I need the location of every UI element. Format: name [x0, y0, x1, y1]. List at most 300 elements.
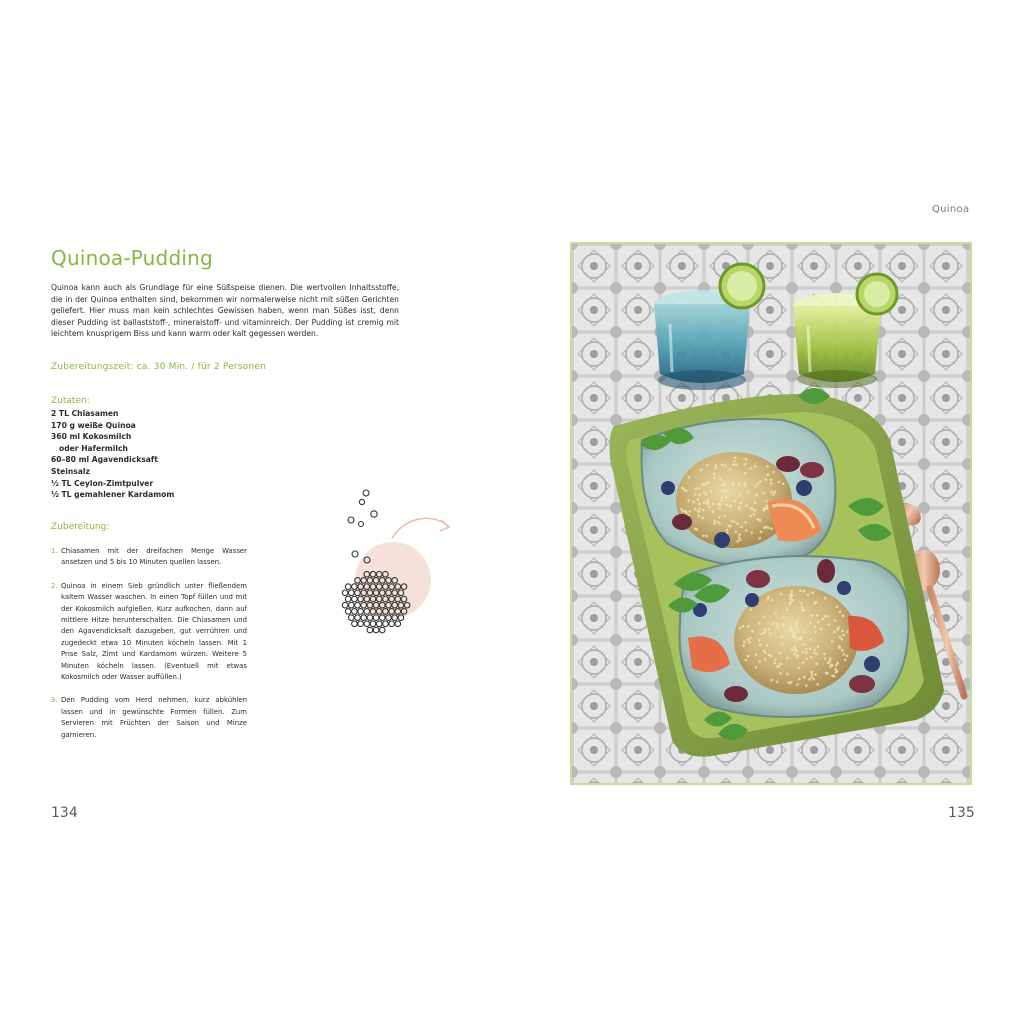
quinoa-grain [776, 623, 779, 626]
quinoa-grain [754, 465, 757, 468]
quinoa-grain [841, 630, 844, 633]
quinoa-grain [833, 631, 836, 634]
chia-seed [352, 621, 358, 627]
ingredient-item: oder Hafermilch [59, 443, 128, 453]
quinoa-grain [757, 518, 760, 521]
quinoa-grain [805, 651, 808, 654]
quinoa-grain [763, 616, 766, 619]
quinoa-grain [749, 637, 752, 640]
quinoa-grain [776, 681, 779, 684]
quinoa-grain [740, 502, 743, 505]
quinoa-grain [765, 500, 768, 503]
quinoa-grain [724, 464, 727, 467]
quinoa-grain [681, 487, 684, 490]
ingredient-item: 170 g weiße Quinoa [51, 420, 136, 430]
quinoa-grain [777, 626, 780, 629]
quinoa-grain [725, 504, 728, 507]
quinoa-grain [790, 630, 793, 633]
chia-seed [389, 621, 395, 627]
quinoa-grain [705, 493, 708, 496]
quinoa-grain [780, 636, 783, 639]
quinoa-grain [703, 491, 706, 494]
quinoa-grain [766, 505, 769, 508]
quinoa-grain [768, 628, 771, 631]
quinoa-grain [800, 602, 803, 605]
chia-seeds-illustration-icon [330, 480, 460, 650]
quinoa-grain [702, 534, 705, 537]
quinoa-grain [836, 670, 839, 673]
quinoa-grain [757, 482, 760, 485]
quinoa-grain [766, 465, 769, 468]
ingredient-item: 60–80 ml Agavendicksaft [51, 455, 158, 465]
quinoa-grain [831, 664, 834, 667]
step-item [51, 695, 247, 741]
quinoa-grain [803, 631, 806, 634]
quinoa-grain [797, 638, 800, 641]
quinoa-grain [834, 619, 837, 622]
quinoa-grain [747, 638, 750, 641]
step-item [51, 581, 247, 684]
quinoa-grain [842, 653, 845, 656]
quinoa-grain [796, 620, 799, 623]
quinoa-grain [810, 638, 813, 641]
quinoa-grain [799, 589, 802, 592]
quinoa-grain [813, 652, 816, 655]
quinoa-grain [791, 590, 794, 593]
quinoa-grain [775, 612, 778, 615]
quinoa-grain [839, 636, 842, 639]
quinoa-grain [750, 514, 753, 517]
quinoa-grain [753, 513, 756, 516]
quinoa-grain [766, 644, 769, 647]
quinoa-grain [846, 655, 849, 658]
chia-seed [364, 621, 370, 627]
quinoa-grain [770, 679, 773, 682]
quinoa-grain [807, 593, 810, 596]
step-text: Quinoa in einem Sieb gründlich unter fließendem kaltem Wasser waschen. In einen Topf füllen und mit der Kokosmilch aufgießen. Kurz aufkochen, dann auf mittlere Hitze herunterschalten. Die Chiasamen und den Agavendicksaft dazugeben, gut verrühren und zugedeckt etwa 10 Minuten köcheln lassen. Mit 1 Prise Salz, Zimt und Kardamom würzen. Weitere 5 Minuten köcheln lassen. (Eventuell mit etwas Kokosmilch oder Wasser auffüllen.) [61, 581, 247, 682]
quinoa-grain [802, 661, 805, 664]
quinoa-grain [744, 521, 747, 524]
quinoa-grain [770, 479, 773, 482]
quinoa-grain [762, 492, 765, 495]
quinoa-grain [811, 591, 814, 594]
quinoa-grain [744, 472, 747, 475]
recipe-intro: Quinoa kann auch als Grundlage für eine Süßspeise dienen. Die wertvollen Inhaltsstoffe, die in der Quinoa enthalten sind, bekommen wir normalerweise nicht mit süßen Gerichten geliefert. Hier muss man kein schlechtes Gewissen haben, wenn man Süßes isst, denn dieser Pudding ist ballaststoff-, mineralstoff- und vitaminreich. Der Pudding ist cremig mit leichtem knusprigem Biss und kann warm oder kalt gegessen werden. [51, 283, 399, 339]
quinoa-grain [831, 640, 834, 643]
quinoa-grain [750, 608, 753, 611]
quinoa-grain [732, 483, 735, 486]
quinoa-grain [766, 598, 769, 601]
quinoa-grain [688, 510, 691, 513]
quinoa-grain [778, 665, 781, 668]
page-number-right: 135 [948, 805, 975, 821]
quinoa-grain [822, 618, 825, 621]
chia-seed [367, 627, 373, 633]
quinoa-grain [763, 507, 766, 510]
quinoa-grain [770, 655, 773, 658]
quinoa-grain [695, 487, 698, 490]
page-number-left: 134 [51, 805, 78, 821]
chia-seed [349, 615, 355, 621]
quinoa-grain [792, 632, 795, 635]
quinoa-grain [814, 626, 817, 629]
ingredient-item: Steinsalz [51, 466, 90, 476]
quinoa-grain [838, 645, 841, 648]
quinoa-grain [790, 681, 793, 684]
quinoa-grain [750, 507, 753, 510]
quinoa-grain [680, 508, 683, 511]
chia-seed [364, 609, 370, 615]
quinoa-grain [842, 615, 845, 618]
quinoa-grain [789, 597, 792, 600]
quinoa-grain [736, 540, 739, 543]
chia-seed [373, 615, 379, 621]
quinoa-grain [747, 625, 750, 628]
quinoa-grain [809, 622, 812, 625]
quinoa-grain [760, 633, 763, 636]
quinoa-grain [687, 499, 690, 502]
quinoa-grain [697, 498, 700, 501]
quinoa-grain [833, 675, 836, 678]
quinoa-grain [742, 644, 745, 647]
quinoa-grain [701, 483, 704, 486]
quinoa-grain [738, 506, 741, 509]
quinoa-grain [698, 515, 701, 518]
quinoa-grain [745, 458, 748, 461]
quinoa-grain [699, 508, 702, 511]
chia-seed [358, 621, 364, 627]
chia-seed [345, 584, 351, 590]
step-number: 2. [51, 581, 58, 590]
quinoa-grain [681, 510, 684, 513]
quinoa-grain [816, 683, 819, 686]
chia-seed [370, 621, 376, 627]
quinoa-grain [826, 672, 829, 675]
quinoa-grain [758, 537, 761, 540]
quinoa-grain [841, 649, 844, 652]
quinoa-grain [721, 496, 724, 499]
quinoa-grain [816, 614, 819, 617]
quinoa-grain [744, 463, 747, 466]
quinoa-grain [793, 653, 796, 656]
step-text: Chiasamen mit der dreifachen Menge Wasser ansetzen und 5 bis 10 Minuten quellen lassen. [61, 547, 247, 567]
quinoa-grain [758, 639, 761, 642]
chia-seed [342, 602, 348, 608]
quinoa-grain [805, 684, 808, 687]
quinoa-grain [706, 501, 709, 504]
quinoa-grain [742, 625, 745, 628]
quinoa-grain [738, 493, 741, 496]
quinoa-grain [725, 496, 728, 499]
quinoa-grain [842, 634, 845, 637]
quinoa-grain [698, 503, 701, 506]
quinoa-grain [755, 666, 758, 669]
quinoa-grain [705, 535, 708, 538]
chia-seed [355, 615, 361, 621]
quinoa-grain [713, 476, 716, 479]
quinoa-grain [739, 627, 742, 630]
quinoa-grain [732, 464, 735, 467]
chia-seed [358, 609, 364, 615]
quinoa-grain [733, 520, 736, 523]
quinoa-grain [789, 594, 792, 597]
chia-seed [352, 596, 358, 602]
chia-seed [373, 627, 379, 633]
chia-seed [383, 621, 389, 627]
quinoa-grain [810, 656, 813, 659]
quinoa-grain [755, 653, 758, 656]
quinoa-grain [733, 460, 736, 463]
steps-list [51, 546, 247, 753]
quinoa-grain [755, 493, 758, 496]
quinoa-grain [782, 624, 785, 627]
quinoa-grain [803, 590, 806, 593]
quinoa-grain [780, 593, 783, 596]
quinoa-grain [719, 478, 722, 481]
quinoa-grain [815, 653, 818, 656]
quinoa-grain [712, 503, 715, 506]
quinoa-grain [835, 664, 838, 667]
step-number: 1. [51, 547, 58, 555]
chia-seed [380, 627, 386, 633]
quinoa-grain [811, 673, 814, 676]
quinoa-grain [814, 602, 817, 605]
quinoa-grain [721, 490, 724, 493]
quinoa-grain [758, 622, 761, 625]
quinoa-grain [773, 471, 776, 474]
quinoa-grain [745, 659, 748, 662]
quinoa-grain [760, 531, 763, 534]
quinoa-grain [772, 622, 775, 625]
quinoa-grain [740, 526, 743, 529]
quinoa-grain [764, 658, 767, 661]
quinoa-grain [688, 476, 691, 479]
quinoa-grain [701, 517, 704, 520]
quinoa-grain [837, 662, 840, 665]
quinoa-grain [726, 529, 729, 532]
quinoa-grain [824, 597, 827, 600]
quinoa-grain [820, 628, 823, 631]
quinoa-grain [744, 485, 747, 488]
quinoa-grain [837, 627, 840, 630]
quinoa-grain [786, 673, 789, 676]
quinoa-grain [827, 615, 830, 618]
quinoa-grain [714, 467, 717, 470]
quinoa-grain [755, 485, 758, 488]
quinoa-grain [735, 463, 738, 466]
chia-seed [349, 602, 355, 608]
quinoa-grain [710, 490, 713, 493]
quinoa-grain [734, 456, 737, 459]
quinoa-grain [771, 599, 774, 602]
quinoa-grain [713, 472, 716, 475]
quinoa-grain [764, 629, 767, 632]
quinoa-grain [744, 482, 747, 485]
quinoa-grain [795, 636, 798, 639]
quinoa-grain [712, 510, 715, 513]
ingredient-item: 2 TL Chiasamen [51, 409, 119, 418]
quinoa-grain [694, 493, 697, 496]
quinoa-grain [759, 480, 762, 483]
quinoa-grain [730, 520, 733, 523]
quinoa-grain [721, 463, 724, 466]
quinoa-grain [798, 667, 801, 670]
quinoa-grain [814, 649, 817, 652]
quinoa-grain [810, 671, 813, 674]
quinoa-grain [793, 646, 796, 649]
quinoa-grain [803, 676, 806, 679]
quinoa-grain [792, 599, 795, 602]
chia-seed [355, 602, 361, 608]
quinoa-grain [802, 651, 805, 654]
chia-seed [342, 590, 348, 596]
quinoa-grain [747, 655, 750, 658]
quinoa-grain [846, 631, 849, 634]
quinoa-grain [774, 659, 777, 662]
recipe-photo [570, 242, 972, 785]
steps-heading: Zubereitung: [51, 522, 110, 532]
chia-seed [352, 609, 358, 615]
quinoa-grain [796, 683, 799, 686]
quinoa-grain [795, 626, 798, 629]
quinoa-grain [802, 609, 805, 612]
quinoa-grain [729, 468, 732, 471]
quinoa-grain [749, 467, 752, 470]
quinoa-grain [720, 499, 723, 502]
quinoa-grain [790, 627, 793, 630]
quinoa-grain [763, 526, 766, 529]
quinoa-grain [764, 651, 767, 654]
step-number: 3. [51, 696, 58, 705]
quinoa-grain [774, 491, 777, 494]
quinoa-grain [827, 662, 830, 665]
prep-time: Zubereitungszeit: ca. 30 Min. / für 2 Personen [51, 362, 266, 372]
quinoa-grain [805, 648, 808, 651]
step-item [51, 546, 247, 569]
chia-seed [345, 609, 351, 615]
quinoa-grain [702, 509, 705, 512]
quinoa-grain [800, 636, 803, 639]
quinoa-grain [823, 653, 826, 656]
quinoa-grain [734, 500, 737, 503]
quinoa-grain [814, 673, 817, 676]
quinoa-grain [718, 503, 721, 506]
quinoa-grain [685, 511, 688, 514]
quinoa-grain [723, 483, 726, 486]
quinoa-grain [844, 659, 847, 662]
quinoa-grain [703, 501, 706, 504]
quinoa-grain [813, 678, 816, 681]
chia-seed [361, 615, 367, 621]
ingredient-item: ½ TL Ceylon-Zimtpulver [51, 478, 154, 488]
chia-seed [349, 590, 355, 596]
quinoa-grain [792, 635, 795, 638]
quinoa-grain [738, 536, 741, 539]
quinoa-grain [694, 508, 697, 511]
quinoa-grain [789, 603, 792, 606]
quinoa-grain [791, 648, 794, 651]
quinoa-pudding-top [676, 452, 792, 548]
quinoa-grain [767, 596, 770, 599]
quinoa-grain [839, 610, 842, 613]
quinoa-grain [735, 531, 738, 534]
quinoa-grain [698, 494, 701, 497]
quinoa-grain [769, 632, 772, 635]
quinoa-grain [806, 658, 809, 661]
quinoa-grain [715, 464, 718, 467]
chia-seed [345, 596, 351, 602]
quinoa-grain [750, 531, 753, 534]
quinoa-grain [817, 621, 820, 624]
ingredient-item: 360 ml Kokosmilch [51, 432, 132, 442]
quinoa-grain [834, 668, 837, 671]
quinoa-grain [770, 527, 773, 530]
quinoa-grain [841, 638, 844, 641]
quinoa-grain [698, 510, 701, 513]
quinoa-grain [828, 623, 831, 626]
quinoa-grain [728, 505, 731, 508]
quinoa-grain [707, 481, 710, 484]
quinoa-grain [736, 523, 739, 526]
quinoa-grain [773, 662, 776, 665]
quinoa-grain [814, 631, 817, 634]
chia-seed [395, 621, 401, 627]
quinoa-grain [801, 606, 804, 609]
quinoa-grain [779, 651, 782, 654]
recipe-title: Quinoa-Pudding [51, 246, 213, 270]
quinoa-grain [811, 615, 814, 618]
quinoa-grain [754, 501, 757, 504]
quinoa-grain [713, 522, 716, 525]
quinoa-grain [692, 501, 695, 504]
chia-seed [367, 615, 373, 621]
quinoa-grain [765, 478, 768, 481]
quinoa-grain [809, 648, 812, 651]
quinoa-grain [745, 504, 748, 507]
quinoa-grain [779, 663, 782, 666]
section-label: Quinoa [932, 204, 970, 215]
quinoa-grain [824, 615, 827, 618]
quinoa-grain [718, 507, 721, 510]
quinoa-grain [808, 678, 811, 681]
quinoa-grain [706, 464, 709, 467]
quinoa-grain [815, 663, 818, 666]
quinoa-grain [698, 487, 701, 490]
quinoa-grain [708, 506, 711, 509]
quinoa-grain [795, 623, 798, 626]
quinoa-grain [723, 515, 726, 518]
ingredient-item: ½ TL gemahlener Kardamom [51, 490, 175, 500]
ingredients-list [51, 408, 174, 501]
quinoa-grain [751, 630, 754, 633]
quinoa-grain [772, 493, 775, 496]
quinoa-grain [796, 656, 799, 659]
quinoa-grain [695, 528, 698, 531]
quinoa-grain [718, 516, 721, 519]
quinoa-grain [782, 616, 785, 619]
quinoa-grain [714, 520, 717, 523]
quinoa-grain [803, 643, 806, 646]
quinoa-grain [798, 678, 801, 681]
quinoa-grain [748, 641, 751, 644]
step-text: Den Pudding vom Herd nehmen, kurz abkühlen lassen und in gewünschte Formen füllen. Zum Servieren mit Früchten der Saison und Minze garnieren. [61, 696, 247, 739]
quinoa-grain [743, 641, 746, 644]
quinoa-grain [700, 469, 703, 472]
quinoa-grain [738, 483, 741, 486]
quinoa-grain [767, 474, 770, 477]
quinoa-grain [759, 643, 762, 646]
quinoa-grain [778, 481, 781, 484]
